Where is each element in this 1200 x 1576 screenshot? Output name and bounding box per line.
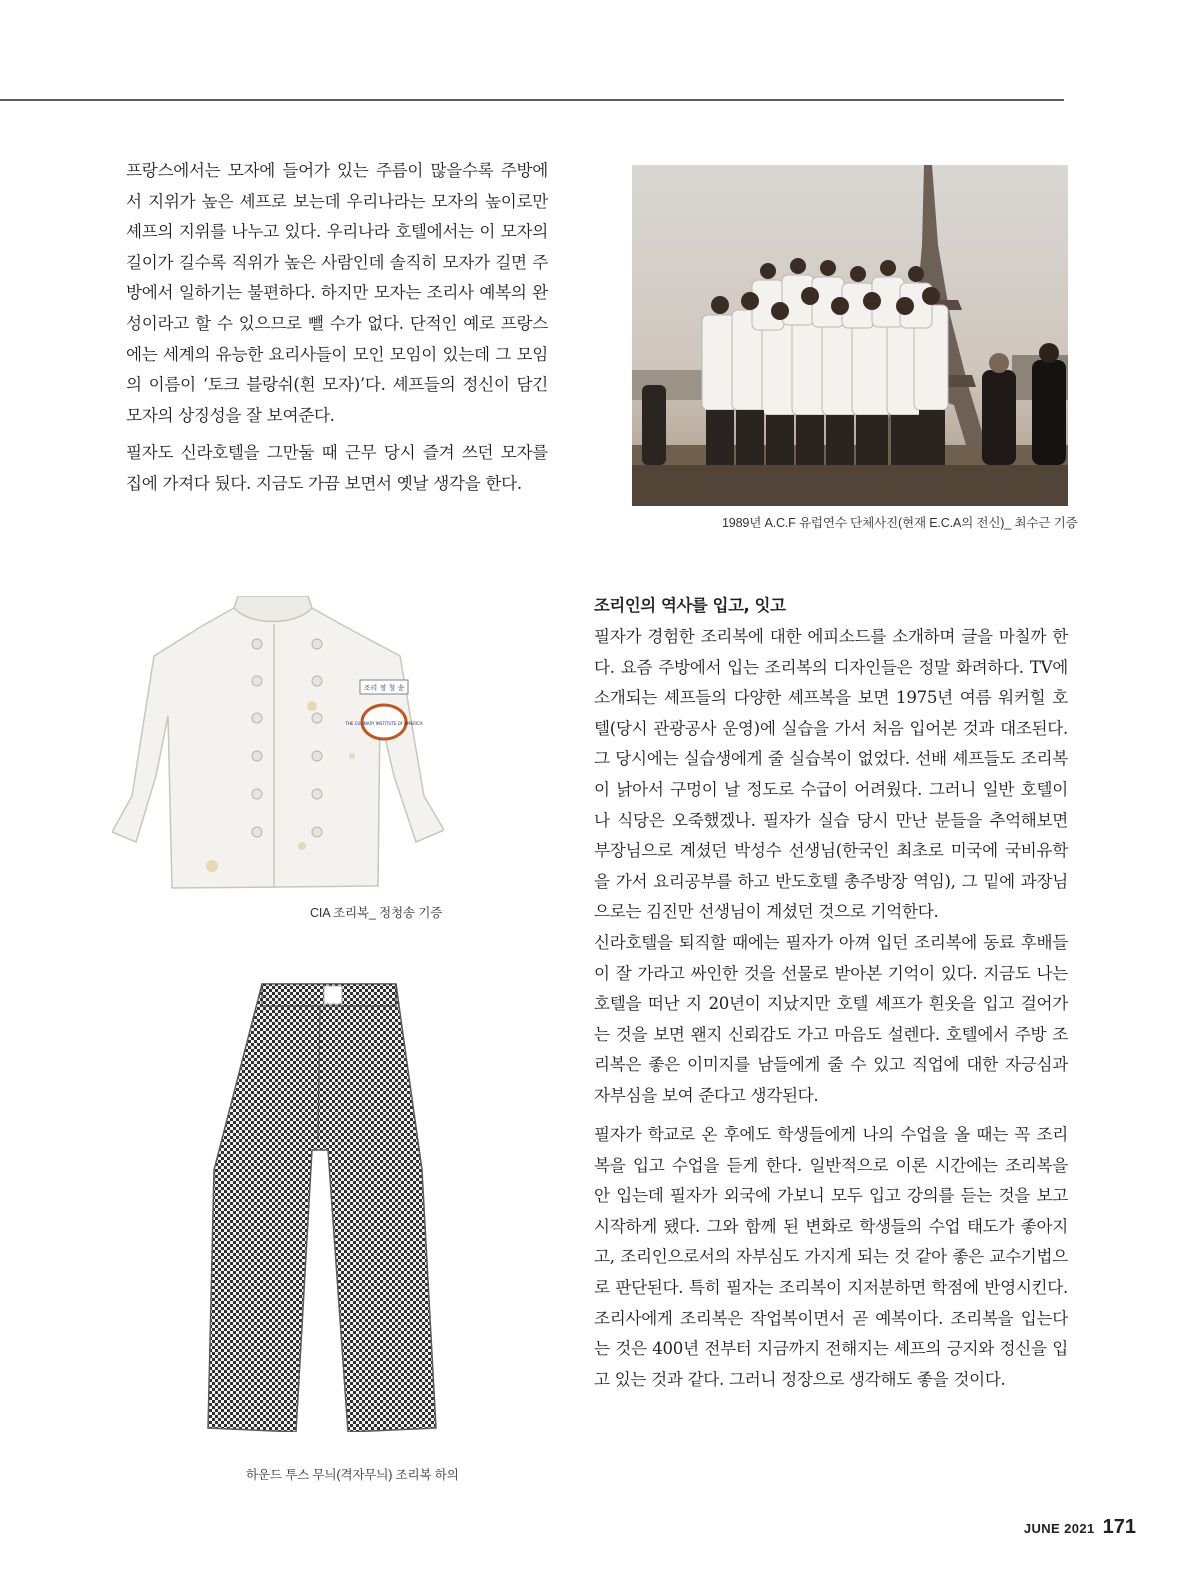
page-number: 171 xyxy=(1102,1516,1136,1538)
jacket-photo-caption: CIA 조리복_ 정청송 기증 xyxy=(310,906,443,920)
issue-label: JUNE 2021 xyxy=(1023,1521,1095,1536)
body-paragraph-hat-memory: 필자도 신라호텔을 그만둘 때 근무 당시 즐겨 쓰던 모자를 집에 가져다 뒀다. 지금도 가끔 보면서 옛날 생각을 한다. xyxy=(126,443,548,493)
body-paragraph-retirement: 신라호텔을 퇴직할 때에는 필자가 아껴 입던 조리복에 동료 후배들이 잘 가라고 싸인한 것을 선물로 받아본 기억이 있다. 지금도 나는 호텔을 떠난 지 20년이 지났지만 호텔 셰프가 흰옷을 입고 걸어가는 것을 보면 왠지 신뢰감도 가고 마음도 설렌다. 호텔에서 주방 조리복은 좋은 이미지를 남들에게 줄 수 있고 직업에 대한 자긍심과 자부심을 보여 준다고 생각된다. xyxy=(594,933,1068,1105)
body-paragraph-hat: 프랑스에서는 모자에 들어가 있는 주름이 많을수록 주방에서 지위가 높은 셰프로 보는데 우리나라는 모자의 높이로만 셰프의 지위를 나누고 있다. 우리나라 호텔에서는 이 모자의 길이가 길수록 직위가 높은 사람인데 솔직히 모자가 길면 주방에서 일하기는 불편하다. 하지만 모자는 조리사 예복의 완성이라고 할 수 있으므로 뺄 수가 없다. 단적인 예로 프랑스에는 세계의 유능한 요리사들이 모인 모임이 있는데 그 모임의 이름이 ‘토크 블랑쉬(흰 모자)’다. 셰프들의 정신이 담긴 모자의 상징성을 잘 보여준다. xyxy=(126,161,548,425)
body-paragraph-school: 필자가 학교로 온 후에도 학생들에게 나의 수업을 올 때는 꼭 조리복을 입고 수업을 듣게 한다. 일반적으로 이론 시간에는 조리복을 안 입는데 필자가 외국에 가보니 모두 입고 강의를 듣는 것을 보고 시작하게 됐다. 그와 함께 된 변화로 학생들의 수업 태도가 좋아지고, 조리인으로서의 자부심도 가지게 되는 것 같아 좋은 교수기법으로 판단된다. 특히 필자는 조리복이 지저분하면 학점에 반영시킨다. 조리사에게 조리복은 작업복이면서 곧 예복이다. 조리복을 입는다는 것은 400년 전부터 지금까지 전해지는 셰프의 긍지와 정신을 입고 있는 것과 같다. 그러니 정장으로 생각해도 좋을 것이다. xyxy=(594,1125,1068,1389)
pants-photo-caption: 하운드 투스 무늬(격자무늬) 조리복 하의 xyxy=(246,1468,459,1482)
eiffel-photo-caption: 1989년 A.C.F 유럽연수 단체사진(현재 E.C.A의 전신)_ 최수근 기증 xyxy=(722,516,1078,530)
jacket-badge-text: THE CULINARY INSTITUTE OF AMERICA xyxy=(345,721,423,726)
section-heading: 조리인의 역사를 입고, 잇고 xyxy=(594,596,786,615)
chef-jacket-photo xyxy=(112,596,444,892)
checked-pants-photo xyxy=(200,980,442,1432)
header-rule xyxy=(0,99,1064,101)
body-paragraph-uniform-episode: 필자가 경험한 조리복에 대한 에피소드를 소개하며 글을 마칠까 한다. 요즘 주방에서 입는 조리복의 디자인들은 정말 화려하다. TV에 소개되는 셰프들의 다양한 셰프복을 보면 1975년 여름 워커힐 호텔(당시 관광공사 운영)에 실습을 가서 처음 입어본 것과 대조된다. 그 당시에는 실습생에게 줄 실습복이 없었다. 선배 셰프들도 조리복이 낡아서 구멍이 날 정도로 수급이 어려웠다. 그러니 일반 호텔이나 식당은 오죽했겠나. 필자가 실습 당시 만난 분들을 추억해보면 부장님으로 계셨던 박성수 선생님(한국인 최초로 미국에 국비유학을 가서 요리공부를 하고 반도호텔 총주방장 역임), 그 밑에 과장님으로는 김진만 선생님이 계셨던 것으로 기억한다. xyxy=(594,627,1068,922)
jacket-name-tag: 조리 정 청 송 xyxy=(363,684,405,692)
eiffel-group-photo xyxy=(632,165,1068,506)
page-footer xyxy=(1024,1516,1136,1539)
